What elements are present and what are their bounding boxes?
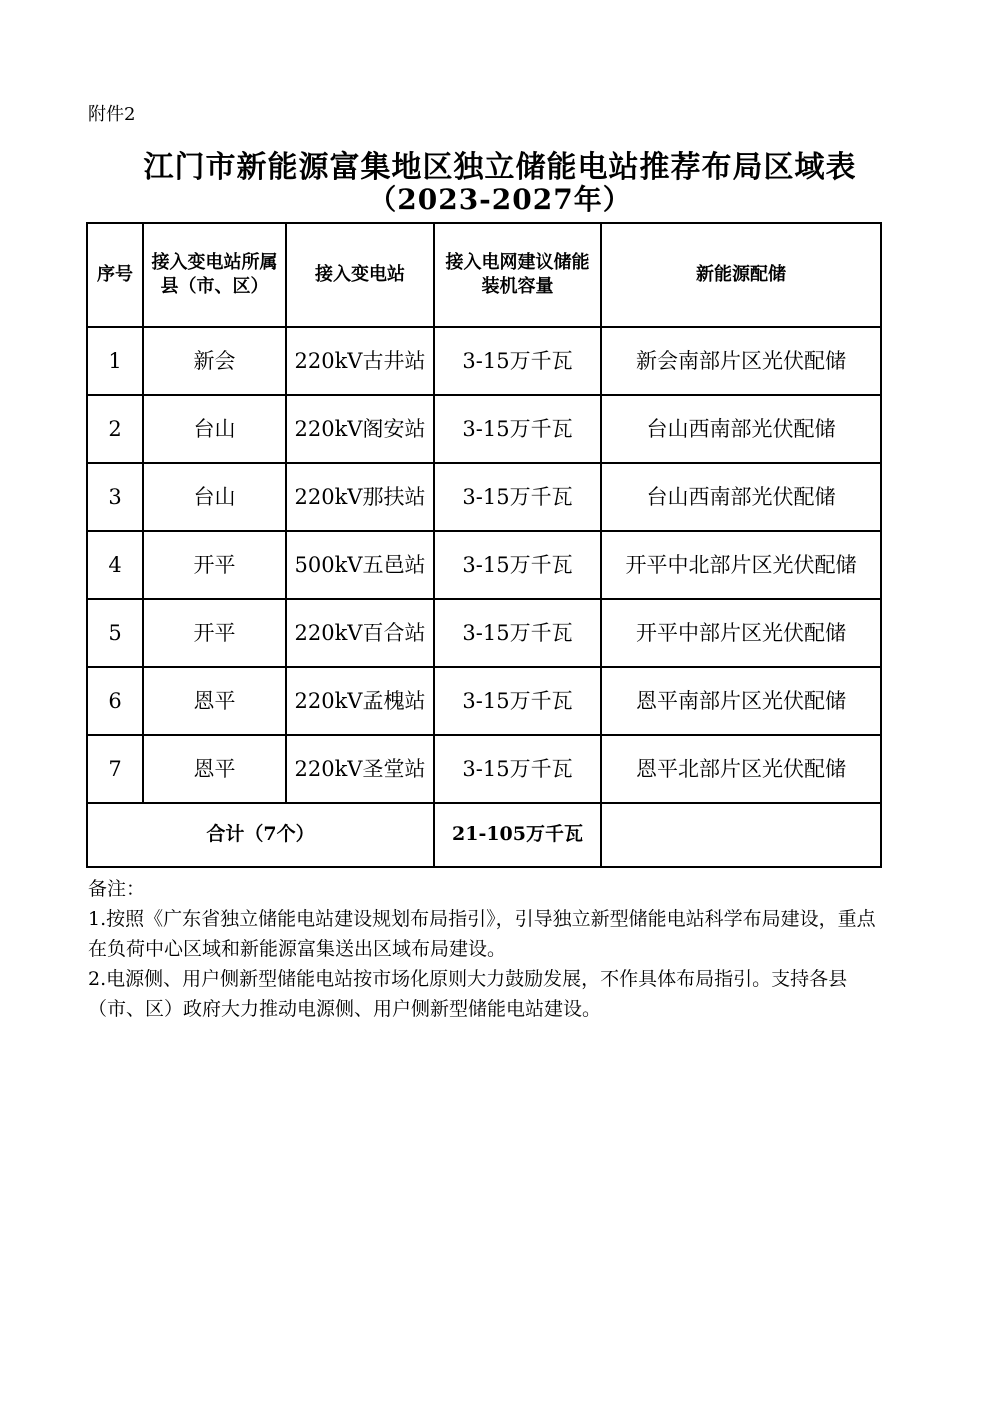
cell-storage: 开平中北部片区光伏配储 xyxy=(601,531,881,599)
cell-capacity: 3-15万千瓦 xyxy=(434,327,601,395)
cell-substation: 500kV五邑站 xyxy=(286,531,434,599)
header-capacity: 接入电网建议储能装机容量 xyxy=(434,223,601,327)
cell-index: 5 xyxy=(87,599,143,667)
cell-index: 4 xyxy=(87,531,143,599)
cell-substation: 220kV百合站 xyxy=(286,599,434,667)
page-subtitle-years: （2023-2027年） xyxy=(368,183,632,216)
cell-capacity: 3-15万千瓦 xyxy=(434,463,601,531)
cell-county: 台山 xyxy=(143,463,286,531)
cell-index: 1 xyxy=(87,327,143,395)
total-label: 合计（7个） xyxy=(87,803,434,867)
cell-storage: 开平中部片区光伏配储 xyxy=(601,599,881,667)
total-value: 21-105万千瓦 xyxy=(434,803,601,867)
notes-heading: 备注： xyxy=(88,878,146,900)
cell-index: 7 xyxy=(87,735,143,803)
header-new-energy-storage: 新能源配储 xyxy=(601,223,881,327)
header-substation: 接入变电站 xyxy=(286,223,434,327)
attachment-label: 附件2 xyxy=(88,104,136,125)
cell-storage: 台山西南部光伏配储 xyxy=(601,463,881,531)
cell-capacity: 3-15万千瓦 xyxy=(434,735,601,803)
cell-county: 台山 xyxy=(143,395,286,463)
cell-county: 开平 xyxy=(143,531,286,599)
cell-county: 恩平 xyxy=(143,667,286,735)
note-item-2: 2.电源侧、用户侧新型储能电站按市场化原则大力鼓励发展，不作具体布局指引。支持各县（市、区）政府大力推动电源侧、用户侧新型储能电站建设。 xyxy=(88,968,848,1020)
table-row xyxy=(87,327,881,395)
table-header-row xyxy=(87,223,881,327)
table-total-row xyxy=(87,803,881,867)
cell-capacity: 3-15万千瓦 xyxy=(434,667,601,735)
table-row xyxy=(87,463,881,531)
cell-storage: 台山西南部光伏配储 xyxy=(601,395,881,463)
cell-substation: 220kV那扶站 xyxy=(286,463,434,531)
cell-substation: 220kV阁安站 xyxy=(286,395,434,463)
cell-storage: 新会南部片区光伏配储 xyxy=(601,327,881,395)
page-title: 江门市新能源富集地区独立储能电站推荐布局区域表 xyxy=(143,150,857,185)
cell-county: 新会 xyxy=(143,327,286,395)
cell-storage: 恩平南部片区光伏配储 xyxy=(601,667,881,735)
notes-section xyxy=(88,874,888,1024)
table-row xyxy=(87,599,881,667)
cell-substation: 220kV古井站 xyxy=(286,327,434,395)
cell-index: 3 xyxy=(87,463,143,531)
cell-index: 2 xyxy=(87,395,143,463)
header-county: 接入变电站所属县（市、区） xyxy=(143,223,286,327)
cell-capacity: 3-15万千瓦 xyxy=(434,395,601,463)
table-row xyxy=(87,531,881,599)
cell-county: 恩平 xyxy=(143,735,286,803)
note-item-1: 1.按照《广东省独立储能电站建设规划布局指引》，引导独立新型储能电站科学布局建设，重点在负荷中心区域和新能源富集送出区域布局建设。 xyxy=(88,908,876,960)
total-empty-cell xyxy=(601,803,881,867)
table-row xyxy=(87,395,881,463)
cell-county: 开平 xyxy=(143,599,286,667)
table-row xyxy=(87,735,881,803)
cell-capacity: 3-15万千瓦 xyxy=(434,531,601,599)
cell-index: 6 xyxy=(87,667,143,735)
header-index: 序号 xyxy=(87,223,143,327)
cell-capacity: 3-15万千瓦 xyxy=(434,599,601,667)
cell-substation: 220kV孟槐站 xyxy=(286,667,434,735)
cell-storage: 恩平北部片区光伏配储 xyxy=(601,735,881,803)
cell-substation: 220kV圣堂站 xyxy=(286,735,434,803)
layout-table xyxy=(86,222,882,868)
table-row xyxy=(87,667,881,735)
